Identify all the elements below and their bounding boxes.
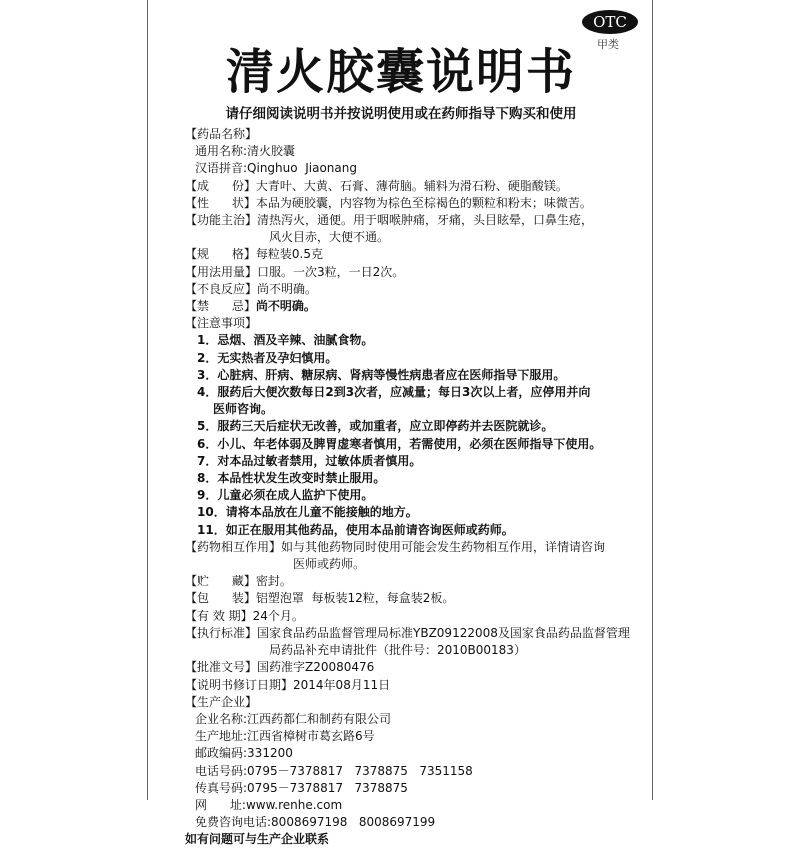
precaution-item: 6．小儿、年老体弱及脾胃虚寒者慎用，若需使用，必须在医师指导下使用。 [197,436,602,451]
precaution-item-continued: 医师咨询。 [213,402,274,417]
standard-row-2: 局药品补充申请批件（批件号：2010B00183） [269,643,526,658]
address-row: 生产地址: 江西省樟树市葛玄路6号 [195,729,375,744]
storage-row: 【贮 藏】 密封。 [185,574,292,589]
website-row: 网 址: www.renhe.com [195,797,343,812]
properties-row: 【性 状】 本品为硬胶囊，内容物为棕色至棕褐色的颗粒和粉末；味微苦。 [185,195,592,210]
precaution-item: 7．对本品过敏者禁用，过敏体质者慎用。 [197,453,422,468]
common-name-row: 通用名称: 清火胶囊 [195,144,296,159]
precaution-item: 11．如正在服用其他药品，使用本品前请咨询医师或药师。 [197,522,514,537]
precaution-item: 1．忌烟、酒及辛辣、油腻食物。 [197,333,374,348]
specification-row: 【规 格】 每粒装0.5克 [185,247,323,262]
otc-badge: OTC [582,10,638,34]
package-row: 【包 装】 铝塑泡罩 每板装12粒，每盒装2板。 [185,591,455,606]
page-subtitle: 请仔细阅读说明书并按说明使用或在药师指导下购买和使用 [225,106,577,122]
revision-row: 【说明书修订日期】 2014年08月11日 [185,677,391,692]
composition-row: 【成 份】 大青叶、大黄、石膏、薄荷脑。辅料为滑石粉、硬脂酸镁。 [185,178,568,193]
section-manufacturer: 【生产企业】 [185,694,258,709]
interactions-row: 【药物相互作用】 如与其他药物同时使用可能会发生药物相互作用，详情请咨询 [185,539,606,554]
precaution-item: 4．服药后大便次数每日2到3次者，应减量；每日3次以上者，应停用并向 [197,385,591,400]
adverse-row: 【不良反应】 尚不明确。 [185,281,318,296]
precaution-item: 5．服药三天后症状无改善，或加重者，应立即停药并去医院就诊。 [197,419,554,434]
validity-row: 【有 效 期】 24个月。 [185,608,304,623]
standard-row: 【执行标准】 国家食品药品监督管理局标准YBZ09122008及国家食品药品监督管理 [185,625,630,640]
precaution-item: 9．儿童必须在成人监护下使用。 [197,488,374,503]
interactions-row-2: 医师或药师。 [293,557,366,572]
precaution-item: 3．心脏病、肝病、糖尿病、肾病等慢性病患者应在医师指导下服用。 [197,367,566,382]
indications-row-2: 风火目赤，大便不通。 [269,230,390,245]
footer-note: 如有问题可与生产企业联系 [185,832,330,847]
precaution-item: 2．无实热者及孕妇慎用。 [197,350,338,365]
precaution-item: 10．请将本品放在儿童不能接触的地方。 [197,505,418,520]
section-precautions: 【注意事项】 [185,316,258,331]
phone-row: 电话号码: 0795－7378817 7378875 7351158 [195,763,473,778]
dosage-row: 【用法用量】 口服。一次3粒，一日2次。 [185,264,405,279]
leaflet-content [185,126,645,849]
indications-row: 【功能主治】 清热泻火，通便。用于咽喉肿痛，牙痛，头目眩晕，口鼻生疮， [185,213,594,228]
page-title: 清火胶囊说明书 [225,44,576,100]
postcode-row: 邮政编码: 331200 [195,746,293,761]
precaution-item: 8．本品性状发生改变时禁止服用。 [197,471,386,486]
fax-row: 传真号码: 0795－7378817 7378875 [195,780,408,795]
contraindications-row: 【禁 忌】 尚不明确。 [185,299,316,314]
otc-category: 甲类 [597,38,619,51]
approval-row: 【批准文号】 国药准字Z20080476 [185,660,375,675]
company-name-row: 企业名称: 江西药都仁和制药有限公司 [195,711,392,726]
hotline-row: 免费咨询电话: 8008697198 8008697199 [195,815,436,830]
leaflet-page [147,0,653,847]
pinyin-row: 汉语拼音: Qinghuo Jiaonang [195,161,357,176]
section-drug-name: 【药品名称】 [185,127,258,141]
